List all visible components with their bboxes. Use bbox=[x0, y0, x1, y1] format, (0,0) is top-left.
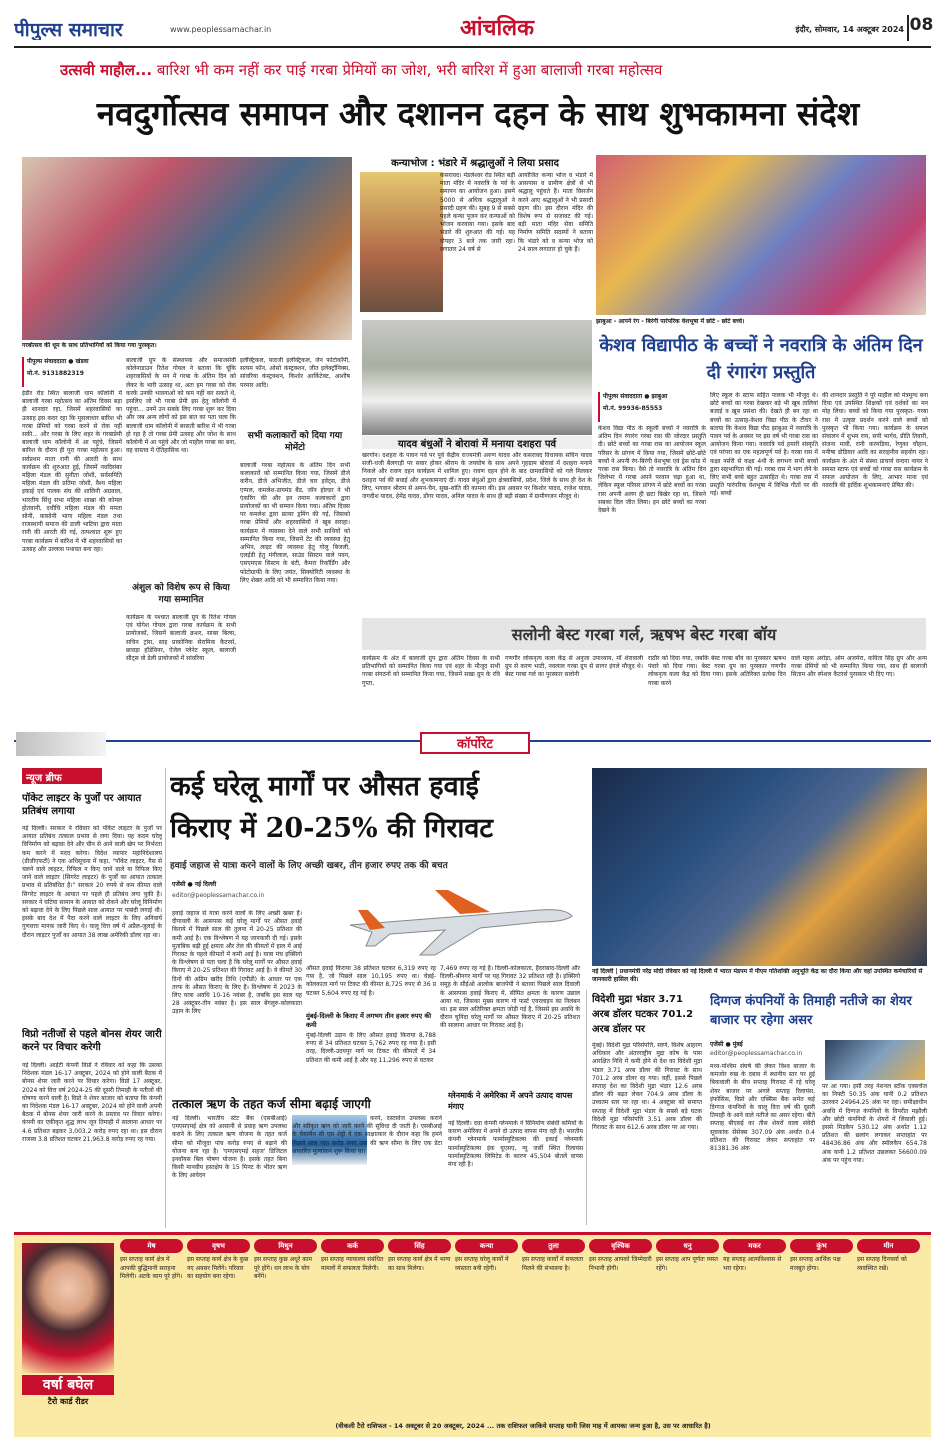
news-brief-label-text: न्यूज ब्रीफ bbox=[26, 773, 62, 784]
byline-left-phone: मो.नं. 9131882319 bbox=[27, 370, 84, 377]
airfare-headline-2: किराए में 20-25% की गिरावट bbox=[170, 813, 494, 844]
sign-text: इस सप्ताह कार्य क्षेत्र के कुछ नए अवसर मिलेंगे। परिवार का सहयोग बना रहेगा। bbox=[187, 1256, 249, 1280]
sign-card bbox=[120, 1239, 183, 1417]
section-title: आंचलिक bbox=[460, 15, 534, 41]
saloni-banner-text: सलोनी बेस्ट गरबा गर्ल, ऋषभ बेस्ट गरबा बॉय bbox=[511, 625, 777, 644]
corporate-skyline bbox=[16, 732, 106, 756]
sign-text: इस सप्ताह आपको जिम्मेदारी निभानी होगी। bbox=[589, 1256, 652, 1272]
corporate-banner bbox=[420, 732, 530, 754]
masthead-rule bbox=[14, 46, 931, 48]
paper-name[interactable]: पीपुल्स समाचार bbox=[14, 19, 123, 40]
dateline: इंदौर, सोमवार, 14 अक्टूबर 2024 bbox=[795, 25, 904, 34]
sign-text: इस सप्ताह कार्य क्षेत्र में भाग्य का साथ मिलेगा। bbox=[388, 1256, 451, 1272]
sign-badge: मीन bbox=[857, 1239, 920, 1253]
keshav-photo bbox=[596, 155, 926, 315]
airfare-subhead: हवाई जहाज से यात्रा करने वालों के लिए अच्छी खबर, तीन हजार रुपए तक की बचत bbox=[170, 861, 448, 871]
sign-text: इस सप्ताह दिनचर्या को व्यवस्थित रखें। bbox=[857, 1256, 907, 1272]
kanya-photo bbox=[360, 172, 443, 312]
forex-body: मुंबई। विदेशी मुद्रा परिसंपत्ति, स्वर्ण, विशेष आहरण अधिकार और अंतरराष्ट्रीय मुद्रा कोष के पास आरक्षित निधि में कमी होने से देश का विदेशी मुद्रा भंडार 3.71 अरब डॉलर की गिरावट के साथ 701.2 अरब डॉलर रह गया। वहीं, इससे पिछले सप्ताह देश का विदेशी मुद्रा भंडार 12.6 अरब डॉलर की बढ़त लेकर 704.9 अरब डॉलर के उच्चतम स्तर पर रहा था। 4 अक्टूबर को समाप्त सप्ताह में विदेशी मुद्रा भंडार के सबसे बड़े घटक विदेशी मुद्रा परिसंपत्ति 3.51 अरब डॉलर की गिरावट के साथ 612.6 अरब डॉलर पर आ गया। bbox=[592, 1042, 702, 1132]
horoscope-grid bbox=[120, 1239, 926, 1417]
sign-badge: तुला bbox=[522, 1239, 585, 1253]
kanya-col2: आयोजित कन्या भोज व भंडारे में आसपास व ग्रामीण क्षेत्रों से भी श्रद्धालु पहुंचते हैं। माता विसर्जन करने आए श्रद्धालुओं ने भी प्रसादी ग्रहण की। इस दौरान मंदिर की विशेष रूप से सजावट की गई। बड़ी माता मंदिर सेवा समिति निर्माण समिति सदस्यों ने बताया कि भंडारे को व कन्या भोज को 24 साल लगातार हो चुके हैं। bbox=[518, 172, 593, 253]
sign-badge: वृश्चिक bbox=[589, 1239, 652, 1253]
results-col1: मध्य-पश्चिम संघर्ष की लेकर विश्व बाजार के कमजोर रुख के दबाव में स्थानीय स्तर पर हुई बिकवाली के बीच सप्ताह गिरावट में रहे घरेलू शेयर बाजार पर अगले सप्ताह रिलायंस, इंफोसिस, विप्रो और एक्सिस बैंक समेत कई दिग्गज कंपनियों के चालू वित्त वर्ष की दूसरी तिमाही के आने वाले नतीजे का असर रहेगा। बीते सप्ताह बीएसई का तीस शेयरों वाला संवेदी सूचकांक सेंसेक्स 307.09 अंक अर्थात 0.4 प्रतिशत की गिरावट लेकर सप्ताहांत पर 81381.36 अंक bbox=[710, 1063, 815, 1153]
saloni-col1: कार्यक्रम के अंत में बालाजी ग्रुप द्वारा अंतिम दिवस के सभी प्रतिभागियों को सम्मानित किया गया एवं शहर के मौजूद सभी गरबा संगठनों को सम्मानित किया गया, जिसमें सखा ग्रुप के रवि गुप्ता, bbox=[362, 655, 500, 687]
loan-col1: नई दिल्ली। भारतीय स्टेट बैंक (एसबीआई) एमएसएमई क्षेत्र को आसानी से प्रवाह ऋण उपलब्ध कराने के लिए तत्काल ऋण योजना के तहत कर्ज सीमा को मौजूदा पांच करोड़ रुपए से बढ़ाने की योजना बना रहा है। 'एमएसएमई सहज' डिजिटल इनवॉयस बिल पोषण योजना है। इसके तहत बिना किसी मानवीय हस्तक्षेप के 15 मिनट के भीतर ऋण के लिए आवेदन bbox=[172, 1115, 287, 1180]
modi-photo-caption: नई दिल्ली | प्रधानमंत्री नरेंद्र मोदी रविवार को नई दिल्ली में भारत मंडपम में पीएम गतिशक्ति अनुभूति केंद्र का दौरा किया और वहां उपस्थित कर्मचारियों से जानकारी हासिल की। bbox=[592, 968, 923, 983]
sign-badge: कन्या bbox=[455, 1239, 518, 1253]
subhead-anshul: अंशुल को विशेष रूप से किया गया सम्मानित bbox=[132, 583, 230, 605]
sign-text: इस सप्ताह कार्यों में सफलता मिलने की संभावना है। bbox=[522, 1256, 584, 1272]
sign-card bbox=[187, 1239, 250, 1417]
saloni-col2: गणगौर लोकनृत्य कला केंद्र से अनुजा उपाध्याय, माँ शेरावाली ग्रुप से करण भाटी, नवलाल गरबा ग्रुप से सागर इंगले मौजूद थे। बेस्ट गरबा गर्ल का पुरस्कार सलोनी bbox=[505, 655, 643, 679]
story-left-col2b: कार्यक्रम के पश्चात बालाजी ग्रुप के रितेश गोयल एवं योगेश गोयल द्वारा गरबा कार्यक्रम के सभी प्रायोजकों, जिसमें बालाजी क्रशर, साबर बिल्स, सचिन ट्रांस, साइ प्राकोनिक सेरामिक कैटरर्स, छावड़ा हॉडेविनर, ऐंजेल प्लेनेट स्कूल, बालाजी सीट्स वो डेली प्रायोजकों में सांवरिया bbox=[126, 614, 236, 663]
keshav-col3: की शानदार प्रस्तुति ने पूरे माहौल को मंत्रमुग्ध बना दिया एवं उपस्थित शिक्षकों एवं दर्शकों का मन मोह लिया। बच्चों को किया गया पुरस्कृत- गरबा रास में उत्कृष्ट प्रदर्शन करने वाले बच्चों को पुरस्कृत भी किया गया। कार्यक्रम के सफल संचालन में शुभम राय, सपी भार्गव, प्रीति तिवारी, संजना मावी, रानी करमडिया, रेणुका चौहान, मनीषा डोडियार आदि का सराहनीय सहयोग रहा। कार्यक्रम के अंत में संस्था प्राचार्य वन्दना नायर ने समस्त स्टाफ एवं बच्चों को गरबा रास कार्यक्रम के सफल आयोजन के लिए, आभार माना एवं नवरात्रि की हार्दिक शुभकामनाएं प्रेषित की। bbox=[822, 392, 928, 490]
sign-card bbox=[388, 1239, 451, 1417]
sign-badge: कर्क bbox=[321, 1239, 384, 1253]
forex-headline: विदेशी मुद्रा भंडार 3.71 अरब डॉलर घटकर 701.2 अरब डॉलर पर bbox=[592, 994, 694, 1035]
sign-badge: वृषभ bbox=[187, 1239, 250, 1253]
modi-photo bbox=[592, 768, 927, 966]
story-left-col3a: इलेक्ट्रिकल, यादजी इलेक्ट्रिकल, जेन फोटोकॉपी, सत्यम फॉन, ओसो कंस्ट्रक्शन, जीत इलेक्ट्रॉनिक्स, सांवरिया कंस्ट्रक्शन, किशोर आर्किटेक्ट, आशीष परमार आदि। bbox=[240, 357, 350, 389]
kanya-col1: कसरावद। मंडलेश्वर रोड स्थित बड़ी माता मंदिर में नवरात्रि के पर्व के समापन का आयोजन हुआ। इसमें 5000 से अधिक श्रद्धालुओं ने प्रसादी ग्रहण की। सुबह 9 से सबसे पहले कन्या पूजन कर कन्याओं को भोजन करवाया गया। इसके बाद भंडारे की शुरुआत की गई। यह दोपहर 3 बजे तक जारी रहा। लगातार 24 वर्ष से bbox=[440, 172, 515, 253]
masthead bbox=[14, 12, 934, 46]
sign-card bbox=[321, 1239, 384, 1417]
loan-headline: तत्काल ऋण के तहत कर्ज सीमा बढ़ाई जाएगी bbox=[172, 1097, 371, 1111]
photo-caption-left: गरबोत्सव की धूम के साथ प्रतिभागियों को किया गया पुरस्कृत। bbox=[22, 342, 157, 349]
bull-photo bbox=[825, 1040, 925, 1080]
results-headline: दिग्गज कंपनियों के तिमाही नतीजे का शेयर बाजार पर रहेगा असर bbox=[710, 994, 912, 1028]
page-number: 08 bbox=[907, 15, 934, 41]
saloni-banner bbox=[362, 618, 926, 650]
horoscope-footer: (वीकली टैरो राशिफल - 14 अक्टूबर से 20 अक्टूबर, 2024 ... तक राशिफल जाकिये सप्ताह यानी जिस माह में आपका जन्म हुआ है, उस पर आधारित है) bbox=[335, 1422, 711, 1430]
airfare-col3: 7,469 रुपए रह गई है। दिल्ली-कोलकाता, हैदराबाद-दिल्ली और दिल्ली-श्रीनगर मार्गों पर यह गिरावट 32 प्रतिशत रही है। इक्सिगो समूह के सीईओ आलोक बाजपेयी ने बताया पिछले साल दिवाली के आसपास हवाई किराए में, सीमित क्षमता के कारण उछाल आया था, जिसका मुख्य कारण गो फर्स्ट एयरलाइन का निलंबन था। इस साल अतिरिक्त क्षमता जोड़ी गई है, जिससे इस अवधि के दौरान चुनिंदा घरेलू मार्गों पर औसत किराए में 20-25 प्रतिशत की सालाना आधार पर गिरावट आई है। bbox=[440, 965, 580, 1030]
brief2-headline: विप्रो नतीजों से पहले बोनस शेयर जारी करने पर विचार करेगी bbox=[22, 1029, 162, 1053]
sign-badge: मिथुन bbox=[254, 1239, 317, 1253]
airfare-headline-1: कई घरेलू मार्गों पर औसत हवाई bbox=[170, 771, 479, 802]
garba-group-photo bbox=[22, 157, 352, 340]
story-left-col3b: बालाजी गरबा महोत्सव के अंतिम दिन सभी कलाकारों को सम्मानित किया गया, जिसमें डीजे करीन, डीजे अभिजीत, डीजे चार इवेंट्स, डीजे एप्पल, कमलेश-डायमंड बैंड, जॉन होल्डर ने भी एंकरिंग की और इन तमाम कलाकारों द्वारा प्रायोजकों का भी सम्मान किया गया। अंतिम दिवस पर कमलेश द्वारा फ्रायर ड्रमिंग की गई, जिसको गरबा प्रेमियों और शहरवासियों ने खूब सराहा। कार्यक्रम में व्यवस्था देने वाले सभी साथियों को सम्मानित किया गया, जिसमें टेंट की व्यवस्था हेतु अभिन, लाइट की व्यवस्था हेतु गोलू बिजली, एलईडी हेतु मंगीलाल, साउंड सिस्टम वाले पवन, एसएमएस सिस्टम के बंटी, कैमरा रिकॉर्डिंग और फोटोग्राफी के लिए जयंत, सिक्योरिटी व्यवस्था के लिए शेखर आदि को भी सम्मानित किया गया। bbox=[240, 462, 350, 584]
glenmark-headline: ग्लेनमार्क ने अमेरिका में अपने उत्पाद वापस मंगाए bbox=[448, 1091, 573, 1111]
byline-keshav-name: पीपुल्स संवाददाता ● झाबुआ bbox=[603, 393, 668, 400]
byline-keshav bbox=[598, 392, 708, 422]
sign-card bbox=[589, 1239, 652, 1417]
kicker-text: बारिश भी कम नहीं कर पाई गरबा प्रेमियों का जोश, भरी बारिश में हुआ बालाजी गरबा महोत्सव bbox=[156, 61, 663, 79]
byline-left bbox=[22, 357, 122, 387]
results-email: editor@peoplessamachar.co.in bbox=[710, 1050, 803, 1057]
columnist-title: टैरो कार्ड रीडर bbox=[47, 1397, 89, 1406]
airfare-email: editor@peoplessamachar.co.in bbox=[172, 892, 265, 899]
results-col2: पर आ गया। इसी तरह नेशनल स्टॉक एक्सचेंज का निफ्टी 50.35 अंक यानी 0.2 प्रतिशत उतरकर 24964.25 अंक पर रहा। समीक्षाधीन अवधि में दिग्गज कंपनियों के विपरीत मझौली और छोटी कंपनियों के शेयरों में लिवाली हुई। इससे मिडकैप 530.12 अंक अर्थात 1.12 प्रतिशत की छलांग लगाकर सप्ताहांत पर 48436.86 अंक और स्मॉलकैप 654.78 अंक यानी 1.2 प्रतिशत उछलकर 56600.09 अंक पर पहुंच गया। bbox=[822, 1083, 927, 1164]
sign-badge: कुंभ bbox=[790, 1239, 853, 1253]
sign-card bbox=[254, 1239, 317, 1417]
sign-badge: मकर bbox=[723, 1239, 786, 1253]
subhead-artists: सभी कलाकारों को दिया गया मोमेंटो bbox=[247, 431, 343, 453]
keshav-photo-caption: झाबुआ - आपने रंग - बिरंगी पारंपरिक वेशभूषा में छोटे - छोटे बच्चे। bbox=[596, 318, 745, 325]
yadav-headline: यादव बंधुओं ने बोरावां में मनाया दशहरा पर्व bbox=[362, 436, 592, 449]
horoscope-strip bbox=[14, 1232, 931, 1437]
sign-card bbox=[857, 1239, 920, 1417]
sign-card bbox=[790, 1239, 853, 1417]
website[interactable]: www.peoplessamachar.in bbox=[170, 25, 272, 34]
airfare-col1: हवाई जहाज से यात्रा करने वालों के लिए अच्छी खबर है। दीपावली के आसपास कई घरेलू मार्गों पर औसत हवाई किराये में पिछले साल की तुलना में 20-25 प्रतिशत की कमी आई है। एक विश्लेषण में यह जानकारी दी गई। इसके मुताबिक बढ़ी हुई क्षमता और तेल की कीमतों में हाल में आई गिरावट के पहले कीमतों में कमी आई है। यात्रा मंच इक्सिगो के विश्लेषण से पता चला है कि घरेलू मार्गों पर औसत हवाई किराए में 20-25 प्रतिशत की गिरावट आई है। ये कीमतें 30 दिनों की अग्रिम खरीद तिथि (एपीडी) के आधार पर एक तरफ के औसत किराए के लिए हैं। विश्लेषण में 2023 के लिए यात्रा अवधि 10-16 नवंबर है, जबकि इस साल यह 28 अक्टूबर-तीन नवंबर है। इस साल बेंगलुरु-कोलकाता उड़ान के लिए bbox=[172, 910, 302, 1016]
story-left-col1: ईडीर रोड स्थित बालाजी धाम कॉलोनी में बालाजी गरबा महोत्सव का अंतिम दिवस बड़ा ही शानदार रहा, जिसमें शहरवासियों का उत्साह इस कदर रहा कि मूसलाधार बारिश भी गरबा प्रेमियों को गरबा करने से रोक नहीं सकी... और गरबा के लिए शहर के गरबाप्रेमी बालाजी धाम कॉलोनी में आ पहुंचे, जिसमें बारिश के दौरान ही पूरा गरबा महोत्सव हुआ। सर्वप्रथम माता रानी की आरती के साथ कार्यक्रम की शुरुआत हुई, जिसमें नवदिसंबर महिला मंडल की सुनीता जोशी, सर्वसमिति महिला मंडल की प्रतिमा जोशी, वैश्य महिला इकाई एवं पालक संघ की शालिनी अग्रवाल, भारतीय सिंधु सभा महिला शाखा की कोमल होतवानी, दधीचि महिला मंडल की ममता सोनी, कासोनी भागा महिला मंडल तथा राजस्थानी समाज की डाली भाटिया द्वारा माता रानी की आरती की गई, तत्पश्चात शुरू हुए गरबा कार्यक्रम में बारिश में भी शहरवासियों का उत्साह और उल्लास पथावत बना रहा। bbox=[22, 390, 122, 553]
byline-left-name: पीपुल्स संवाददाता ● खंडवा bbox=[27, 358, 89, 365]
story-left-col2: बालाजी ग्रुप के संस्थापक और समाजसेवी कोलेनाडाउन रितेश गोयल ने बताया कि चूंकि शहरवासियों के मन में गरबा के अंतिम दिन को लेकर के भारी उत्साह था, अतः हम गरबा को रोक करके उनकी भावनाओं को कम नहीं कर सकते थे, इसलिए जो भी गरबा प्रेमी इस हेतु कॉलोनी में पहुंचा... उनमें उन सबके लिए गरबा शुरू कर दिया और जब अन्य लोगों को इस बात का पता चला कि बालाजी धाम कॉलोनी में बरसती बारिश में भी गरबा हो रहा है तो गरबा प्रेमी उत्साह और जोश के साथ कॉलोनी में आ पहुंचे और जो माहौल गरबा का बना, वह वास्तव में ऐतिहासिक था। bbox=[126, 357, 236, 455]
sign-badge: मेष bbox=[120, 1239, 183, 1253]
glenmark-body: नई दिल्ली। दवा कंपनी ग्लेनमार्क ने विनिर्माण संबंधी कमियों के कारण अमेरिका में अपने दो उत्पाद वापस मंगा रही है। भारतीय कंपनी ग्लेनमार्क फार्मास्युटिकल्स की इकाई ग्लेनमार्क फार्मास्युटिकल्स इंक यूएसए, न्यू जर्सी स्थित रिलायंस फार्मास्युटिकल्स लिमिटेड के कारण 45,504 बोतलें वापस मंगा रही है। bbox=[448, 1120, 583, 1169]
sign-text: इस सप्ताह न्यायालय संबंधित मामलों में सफलता मिलेगी। bbox=[321, 1256, 384, 1272]
yadav-body: खरगोन। दशहरा के पावन पर्व पर पूर्व केंद्रीय राज्यमंत्री अरुण यादव और कसरावद विधायक सचिन यादव सजी-धजी बैलगाड़ी पर सवार होकर श्रीराम के जयघोष के साथ अपने गृहग्राम बोरावां में दशहरा मनाने निकले और रावण दहन कार्यक्रम में शामिल हुए। रावण दहन होने के बाद ग्रामवासियों को गले मिलकर दशहरा पर्व की बधाई और शुभकामनाएं दीं। यादव बंधुओं द्वारा क्षेत्रवासियों, प्रदेश, जिले के साथ ही देश के लिए, भगवान श्रीराम से अमन-चैन, सुख-शांति की कामना की। इस अवसर पर किशोर यादव, राजेश यादव, जगदीश यादव, हेमेंद्र यादव, डोंगर यादव, अनिल यादव के साथ ही बड़ी संख्या में ग्रामीणजन मौजूद थे। bbox=[362, 452, 592, 501]
saloni-col4: वाले महक अरोड़ा, ओम अजमेरा, कविता सिंह ग्रुप और अन्य गरबा प्रेमियों को भी सम्मानित किया गया, साथ ही बालाजी सिताम और स्पेशल कैटरर्स पुरस्कार भी दिए गए। bbox=[791, 655, 927, 679]
sign-text: यह सप्ताह आत्मविश्वास से भरा रहेगा। bbox=[723, 1256, 782, 1272]
kanya-headline: कन्याभोज : भंडारे में श्रद्धालुओं ने लिया प्रसाद bbox=[391, 158, 559, 169]
sign-text: इस सप्ताह कुछ अधूरे काम पूरे होंगे। धन लाभ के योग बनेंगे। bbox=[254, 1256, 312, 1280]
byline-keshav-phone: मो.नं. 99936-85553 bbox=[603, 405, 663, 412]
brief2-body: नई दिल्ली। आईटी कंपनी विप्रो ने रविवार को कहा कि उसका निदेशक मंडल 16-17 अक्टूबर, 2024 को होने वाली बैठक में बोनस शेयर जारी करने पर विचार करेगा। विप्रो 17 अक्टूबर, 2024 को वित्त वर्ष 2024-25 की दूसरी तिमाही के नतीजों की घोषणा करने वाली है। विप्रो ने शेयर बाजार को बताया कि कंपनी का निदेशक मंडल 16-17 अक्टूबर, 2024 को होने वाली अपनी बैठक में बोनस शेयर जारी करने के प्रस्ताव पर विचार करेगा। कंपनी का एकीकृत शुद्ध लाभ जून तिमाही में सालाना आधार पर 4.6 प्रतिशत बढ़कर 3,003.2 करोड़ रुपए रहा था। इस दौरान राजस्व 3.8 प्रतिशत घटकर 21,963.8 करोड़ रुपए रह गया। bbox=[22, 1062, 162, 1143]
sign-card bbox=[656, 1239, 719, 1417]
sign-badge: धनु bbox=[656, 1239, 719, 1253]
yadav-photo bbox=[362, 320, 592, 435]
keshav-col1: केशव विद्या पीठ के स्कूली बच्चों ने नवरात्रि के अंतिम दिन रंगारंग गरबा रास की जोरदार प्रस्तुति दी। छोटे बच्चों का गरबा रास का आयोजन स्कूल परिसर के प्रांगण में किया गया, जिसमें छोटे-छोटे बच्चों ने अपनी रंग-बिरंगी वेशभूषा एवं ड्रेस कोड में गरबा रास किया। वैसे तो नवरात्रि के अंतिम दिन जिलेभर में गरबा अपने परवान चढ़ा हुआ था, लेकिन स्कूल परिसर प्रांगण में छोटे बच्चों का गरबा रास अपनी अलग ही छटा बिखेर रहा था, जिसने सबका दिल जीत लिया। इन छोटे बच्चों का गरबा देखने के bbox=[598, 425, 706, 515]
columnist-name: वर्षा बघेल bbox=[22, 1375, 114, 1395]
loan-col2: करने, दस्तावेज उपलब्ध कराने और स्वीकृत ऋण को जारी करने की सुविधा दी जाती है। एसबीआई के चेयरमैन सी एस शेट्टी ने एक साक्षात्कार के दौरान कहा कि हमने पिछले साल पांच करोड़ रुपए तक की ऋण सीमा के लिए एक डेटा आधारित मूल्यांकन शुरू किया था। bbox=[292, 1115, 442, 1155]
sign-badge: सिंह bbox=[388, 1239, 451, 1253]
brief1-body: नई दिल्ली। सरकार ने रविवार को पॉकेट लाइटर के पुर्जों पर आयात प्रतिबंध तत्काल प्रभाव से लगा दिया। यह कदम घरेलू विनिर्माण को बढ़ावा देने और चीन से आने वाली खेप पर निर्भरता कम करने में मदद करेगा। विदेश व्यापार महानिदेशालय (डीजीएफटी) ने एक अधिसूचना में कहा, "पॉकेट लाइटर, गैस से चलने वाले लाइटर, रिफिल न किए जाने वाले या रिफिल किए जाने वाले लाइटर (सिगरेट लाइटर) के पुर्जों का आयात तत्काल प्रभाव से प्रतिबंधित है।" सरकार 20 रुपये से कम कीमत वाले सिगरेट लाइटर के आयात पर पहले ही प्रतिबंध लगा चुकी है। सरकार ने घटिया सामान के आयात को रोकने और घरेलू विनिर्माण को बढ़ावा देने के लिए पिछले साल आयात पर पाबंदी लगाई थी। इसके बाद देश में पैदा करने वाले लाइटर के लिए अनिवार्य गुणवत्ता मानक जारी किए थे। चालू वित्त वर्ष में अप्रैल-जुलाई के दौरान लाइटर पुर्जों का आयात 38 लाख अमेरिकी डॉलर रहा था। bbox=[22, 825, 162, 939]
keshav-headline: केशव विद्यापीठ के बच्चों ने नवरात्रि के अंतिम दिन दी रंगारंग प्रस्तुति bbox=[599, 335, 923, 383]
airfare-subhead-b: मुंबई-दिल्ली के किराए में लगभग तीन हजार रुपए की कमी bbox=[306, 1012, 431, 1029]
kicker bbox=[60, 60, 920, 82]
sign-text: इस सप्ताह घरेलू कार्यों में व्यस्तता बनी रहेगी। bbox=[455, 1256, 509, 1272]
airplane-graphic bbox=[340, 880, 580, 960]
main-headline: नवदुर्गोत्सव समापन और दशानन दहन के साथ शुभकामना संदेश bbox=[96, 94, 860, 133]
sign-card bbox=[455, 1239, 518, 1417]
results-byline: एजेंसी ● मुंबई bbox=[710, 1041, 743, 1048]
brief-divider bbox=[165, 768, 166, 1228]
saloni-col3: राठौर को दिया गया, जबकि बेस्ट गरबा बॉय का पुरस्कार ऋषभ पंवारे को दिया गया। बेस्ट गरबा ग्रुप का पुरस्कार गणगौर लोकनृत्य कला केंद्र को दिया गया। इसके अतिरिक्त प्रत्येक दिन गरबा करने bbox=[648, 655, 786, 687]
columnist-photo bbox=[22, 1243, 114, 1373]
sign-card bbox=[522, 1239, 585, 1417]
airfare-byline: एजेंसी ● नई दिल्ली bbox=[172, 881, 217, 888]
sign-text: इस सप्ताह आर्थिक पक्ष मजबूत होगा। bbox=[790, 1256, 841, 1272]
sign-text: इस सप्ताह कार्य क्षेत्र में आपकी बुद्धिमानी सराहना मिलेगी। अटके काम पूरे होंगे। bbox=[120, 1256, 183, 1280]
corporate-banner-text: कॉर्पोरेट bbox=[457, 737, 493, 752]
airfare-col2: औसत हवाई किराया 38 प्रतिशत घटकर 6,319 रुपए रह गया है, जो पिछले साल 10,195 रुपए था। चेन्नई-कोलकाता मार्ग पर टिकट की कीमत 8,725 रुपए से 36 प्र घटकर 5,604 रुपए रह गई है। bbox=[306, 965, 436, 997]
airfare-col2b: मुंबई-दिल्ली उड़ान के लिए औसत हवाई किराया 8,788 रुपए से 34 प्रतिशत घटकर 5,762 रुपए रह गया है। इसी तरह, दिल्ली-उदयपुर मार्ग पर टिकट की कीमतों में 34 प्रतिशत की कमी आई है और यह 11,296 रुपए से घटकर bbox=[306, 1032, 436, 1064]
news-brief-label bbox=[22, 768, 102, 784]
kicker-red: उत्सवी माहौल... bbox=[60, 61, 153, 79]
airplane-icon bbox=[340, 880, 580, 960]
sign-card bbox=[723, 1239, 786, 1417]
keshav-col2: लिए स्कूल के स्टाफ सहित पालक भी मौजूद थे। छोटे बच्चों का गरबा देखकर बड़े भी खूब तालियां बजाई व खूब प्रसंशा की। देखते ही बन रहा था बच्चों का उत्साह-केशव विद्या पीठ के टीचर ने बताया कि केशव विद्या पीठ झाबुआ में नवरात्रि के पावन पर्व के अवसर पर इस वर्ष भी गरबा रास का आयोजन किया गया। नवरात्रि पर्व हमारी संस्कृति एवं परंपरा का एक महत्वपूर्ण पर्व है। गरबा रास में कक्षा नर्सरी से कक्षा 4थी के लगभग सभी बच्चों द्वारा सहभागिता की गई। गरबा रास में भाग लेने के लिए सभी बच्चे बहुत उत्साहित थे। गरबा रास में प्रस्तुति पारंपरिक वेशभूषा में विभिन्न गीतों पर की गई। बच्चों bbox=[710, 392, 818, 498]
brief1-headline: पॉकेट लाइटर के पुर्जों पर आयात प्रतिबंध लगाया bbox=[22, 793, 142, 817]
glenmark-divider bbox=[586, 990, 587, 1225]
sign-text: इस सप्ताह आप पूर्णतः व्यस्त रहेंगे। bbox=[656, 1256, 718, 1272]
